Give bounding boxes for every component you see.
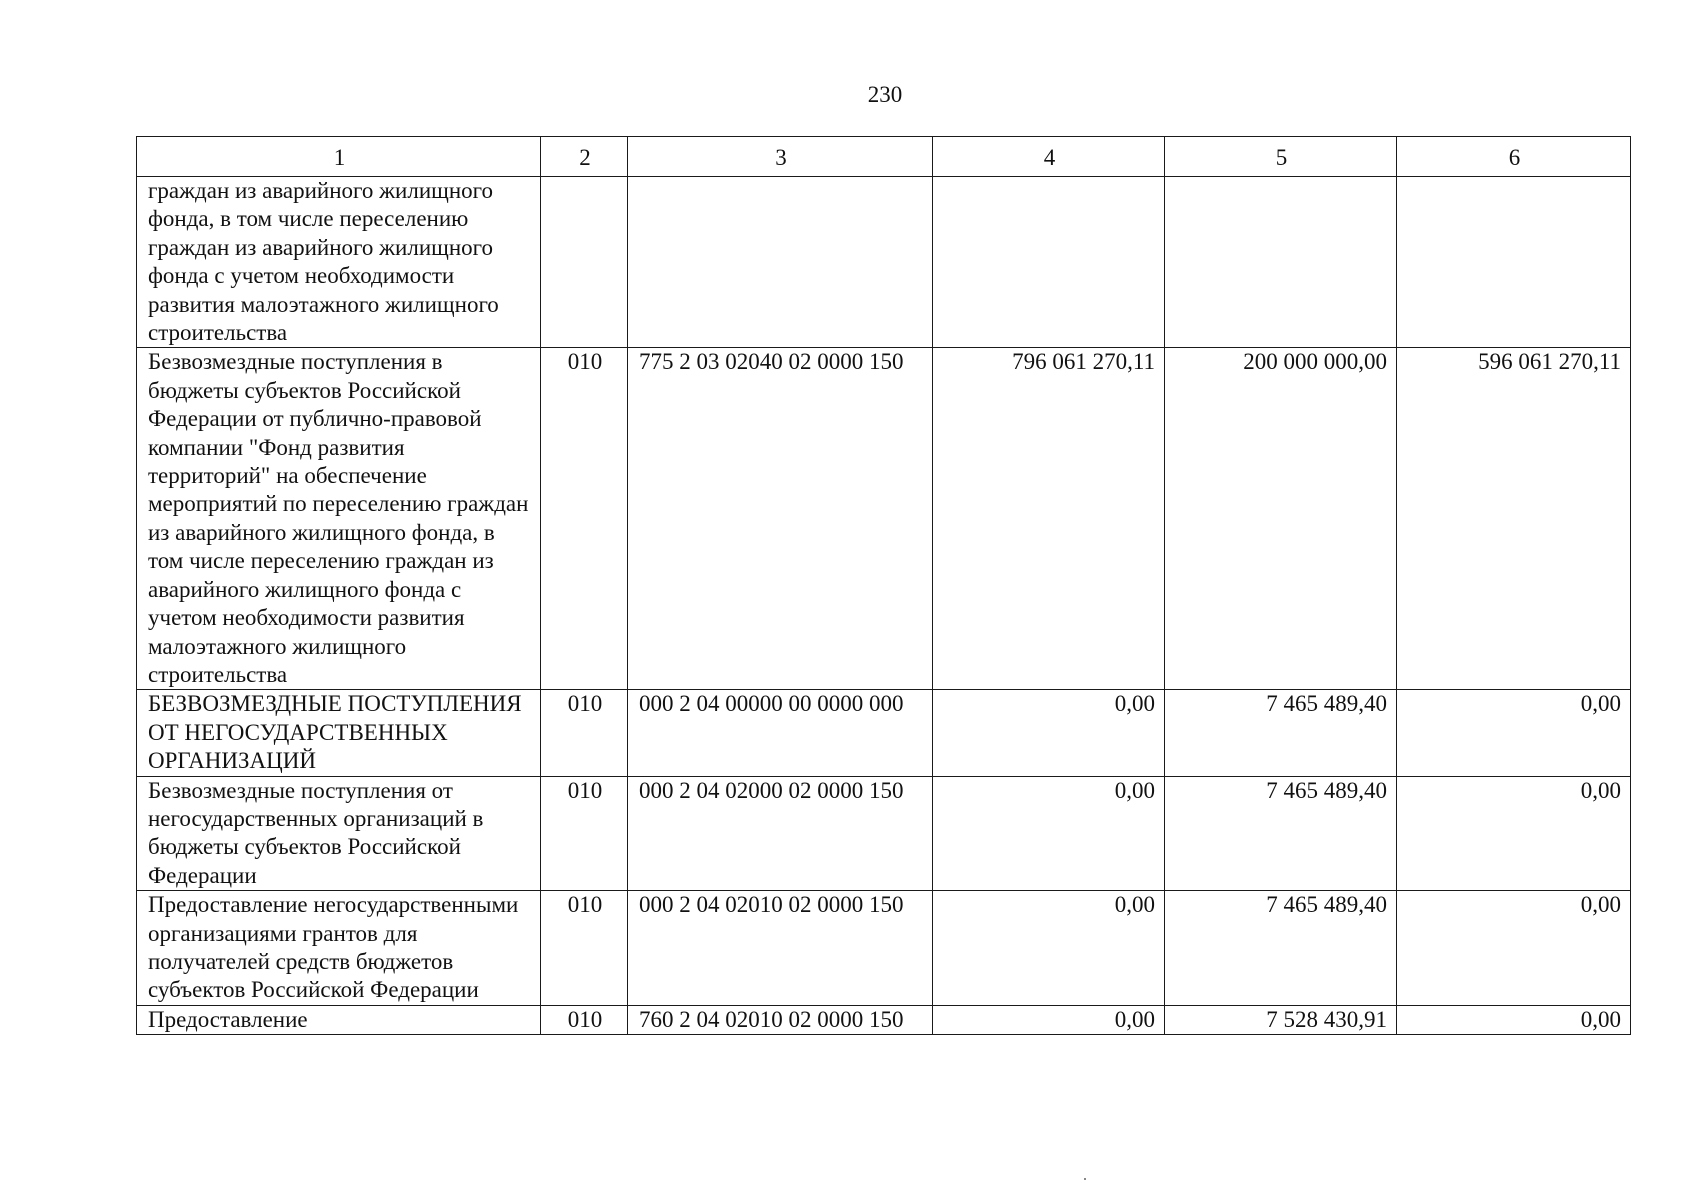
row-amount-col5-cell: 7 465 489,40 <box>1165 776 1397 891</box>
row-name-cell: Безвозмездные поступления в бюджеты субъектов Российской Федерации от публично-правовой компании "Фонд развития территорий" на обеспечение мероприятий по переселению граждан из аварийного жилищного фонда, в том числе переселению граждан из аварийного жилищного фонда с учетом необходимости развития малоэтажного жилищного строительства <box>137 348 541 690</box>
row-budget-code-cell: 775 2 03 02040 02 0000 150 <box>628 348 933 690</box>
row-amount-col6-cell: 0,00 <box>1397 776 1631 891</box>
row-amount-col4-cell: 0,00 <box>933 776 1165 891</box>
row-amount-col5-cell: 7 465 489,40 <box>1165 891 1397 1006</box>
table-row <box>137 776 1631 891</box>
row-amount-col5-cell: 200 000 000,00 <box>1165 348 1397 690</box>
row-name-cell: Предоставление <box>137 1005 541 1034</box>
row-amount-col6-cell: 0,00 <box>1397 891 1631 1006</box>
row-name-cell: БЕЗВОЗМЕЗДНЫЕ ПОСТУПЛЕНИЯ ОТ НЕГОСУДАРСТВЕННЫХ ОРГАНИЗАЦИЙ <box>137 690 541 776</box>
row-amount-col4-cell: 796 061 270,11 <box>933 348 1165 690</box>
row-amount-col5-cell <box>1165 177 1397 348</box>
row-line-code-cell: 010 <box>541 348 628 690</box>
row-amount-col6-cell: 0,00 <box>1397 1005 1631 1034</box>
budget-table <box>136 136 1631 1035</box>
column-header: 1 <box>137 137 541 177</box>
column-header: 2 <box>541 137 628 177</box>
column-header: 3 <box>628 137 933 177</box>
table-row <box>137 1005 1631 1034</box>
column-header: 4 <box>933 137 1165 177</box>
column-header: 6 <box>1397 137 1631 177</box>
row-budget-code-cell: 000 2 04 00000 00 0000 000 <box>628 690 933 776</box>
row-line-code-cell: 010 <box>541 891 628 1006</box>
row-amount-col4-cell <box>933 177 1165 348</box>
row-amount-col4-cell: 0,00 <box>933 690 1165 776</box>
page-number: 230 <box>867 82 903 107</box>
table-header-row <box>137 137 1631 177</box>
row-amount-col4-cell: 0,00 <box>933 1005 1165 1034</box>
row-name-cell: граждан из аварийного жилищного фонда, в том числе переселению граждан из аварийного жилищного фонда с учетом необходимости развития малоэтажного жилищного строительства <box>137 177 541 348</box>
row-line-code-cell: 010 <box>541 1005 628 1034</box>
row-amount-col6-cell: 596 061 270,11 <box>1397 348 1631 690</box>
row-amount-col6-cell: 0,00 <box>1397 690 1631 776</box>
row-amount-col6-cell <box>1397 177 1631 348</box>
row-budget-code-cell: 000 2 04 02010 02 0000 150 <box>628 891 933 1006</box>
row-amount-col5-cell: 7 465 489,40 <box>1165 690 1397 776</box>
table-row <box>137 891 1631 1006</box>
table-row <box>137 177 1631 348</box>
row-line-code-cell <box>541 177 628 348</box>
row-name-cell: Безвозмездные поступления от негосударственных организаций в бюджеты субъектов Российской Федерации <box>137 776 541 891</box>
table-row <box>137 690 1631 776</box>
scan-speck <box>1084 1178 1086 1180</box>
row-amount-col4-cell: 0,00 <box>933 891 1165 1006</box>
row-budget-code-cell: 000 2 04 02000 02 0000 150 <box>628 776 933 891</box>
table-row <box>137 348 1631 690</box>
row-name-cell: Предоставление негосударственными организациями грантов для получателей средств бюджетов субъектов Российской Федерации <box>137 891 541 1006</box>
row-line-code-cell: 010 <box>541 776 628 891</box>
column-header: 5 <box>1165 137 1397 177</box>
row-amount-col5-cell: 7 528 430,91 <box>1165 1005 1397 1034</box>
row-budget-code-cell: 760 2 04 02010 02 0000 150 <box>628 1005 933 1034</box>
row-budget-code-cell <box>628 177 933 348</box>
row-line-code-cell: 010 <box>541 690 628 776</box>
